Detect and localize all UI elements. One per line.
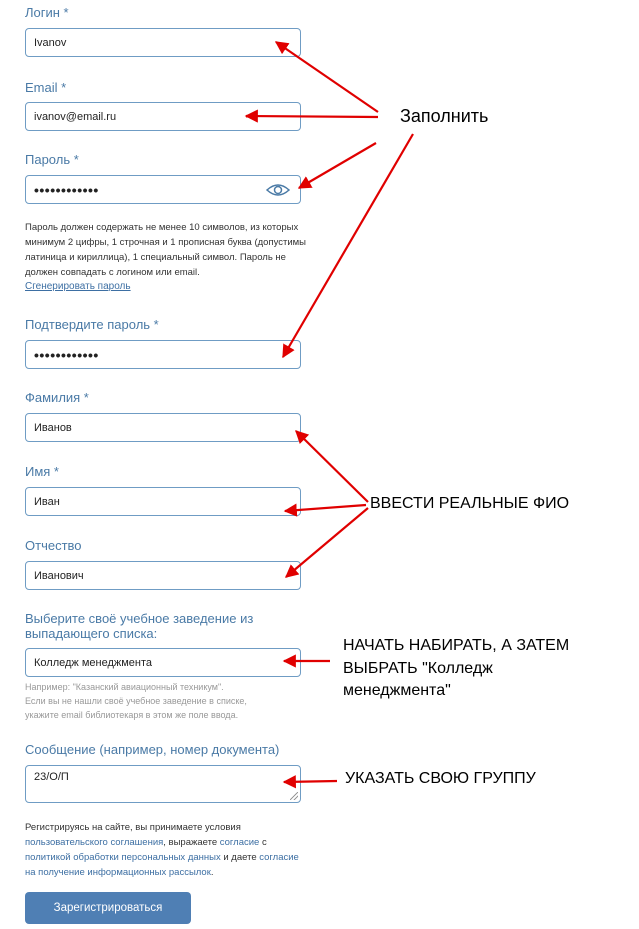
- mailing-link[interactable]: на получение информационных рассылок: [25, 867, 211, 878]
- confirm-password-label: Подтвердите пароль *: [25, 317, 159, 332]
- resize-grip-icon[interactable]: [290, 792, 298, 800]
- login-label: Логин *: [25, 5, 69, 20]
- terms-mid2: с: [259, 837, 267, 848]
- email-input[interactable]: ivanov@email.ru: [25, 102, 301, 131]
- institution-label-line2: выпадающего списка:: [25, 626, 158, 641]
- institution-hint-line3: укажите email библиотекаря в этом же поле ввода.: [25, 710, 239, 720]
- surname-input[interactable]: Иванов: [25, 413, 301, 442]
- terms-line1: Регистрируясь на сайте, вы принимаете условия: [25, 822, 241, 833]
- annotation-group: УКАЗАТЬ СВОЮ ГРУППУ: [345, 770, 536, 787]
- password-input[interactable]: [25, 175, 301, 204]
- password-value: ••••••••••••: [34, 181, 99, 198]
- privacy-policy-link[interactable]: политикой обработки персональных данных: [25, 852, 221, 863]
- confirm-password-input[interactable]: ••••••••••••: [25, 340, 301, 369]
- annotation-college-line1: НАЧАТЬ НАБИРАТЬ, А ЗАТЕМ: [343, 637, 570, 654]
- institution-hint-line2: Если вы не нашли своё учебное заведение в списке,: [25, 696, 247, 706]
- annotation-college-line3: менеджмента": [343, 682, 451, 699]
- annotation-fio: ВВЕСТИ РЕАЛЬНЫЕ ФИО: [370, 495, 570, 512]
- email-label: Email *: [25, 80, 67, 95]
- surname-label: Фамилия *: [25, 390, 89, 405]
- terms-text: [25, 820, 325, 880]
- institution-input[interactable]: Колледж менеджмента: [25, 648, 301, 677]
- terms-mid3: и даете: [220, 852, 257, 863]
- annotation-college-line2: ВЫБРАТЬ "Колледж: [343, 660, 493, 677]
- terms-mid1: , выражаете: [163, 837, 218, 848]
- institution-hint-line1: Например: "Казанский авиационный техникум".: [25, 682, 224, 692]
- login-input[interactable]: Ivanov: [25, 28, 301, 57]
- password-hint: Пароль должен содержать не менее 10 символов, из которых минимум 2 цифры, 1 строчная и 1 прописная буква (допустимы латиница и кириллица), 1 специальный символ. Пароль не должен совпадать с логином или email.: [25, 222, 307, 278]
- password-label: Пароль *: [25, 152, 79, 167]
- user-agreement-link[interactable]: пользовательского соглашения: [25, 837, 164, 848]
- arrow-to-password: [299, 143, 376, 188]
- message-value: 23/О/П: [34, 771, 69, 783]
- message-label: Сообщение (например, номер документа): [25, 742, 280, 757]
- name-input[interactable]: Иван: [25, 487, 301, 516]
- generate-password-link[interactable]: Сгенерировать пароль: [25, 281, 131, 292]
- patronymic-label: Отчество: [25, 538, 82, 553]
- annotation-fill: Заполнить: [400, 106, 489, 126]
- terms-end: .: [210, 867, 214, 878]
- name-label: Имя *: [25, 464, 59, 479]
- register-button[interactable]: Зарегистрироваться: [25, 892, 191, 924]
- arrow-to-surname: [296, 431, 368, 502]
- eye-icon[interactable]: [266, 182, 290, 198]
- patronymic-input[interactable]: Иванович: [25, 561, 301, 590]
- consent-link[interactable]: согласие: [219, 837, 260, 848]
- message-textarea[interactable]: [25, 765, 301, 803]
- consent-mailing-link[interactable]: согласие: [259, 852, 299, 863]
- institution-label-line1: Выберите своё учебное заведение из: [25, 611, 254, 626]
